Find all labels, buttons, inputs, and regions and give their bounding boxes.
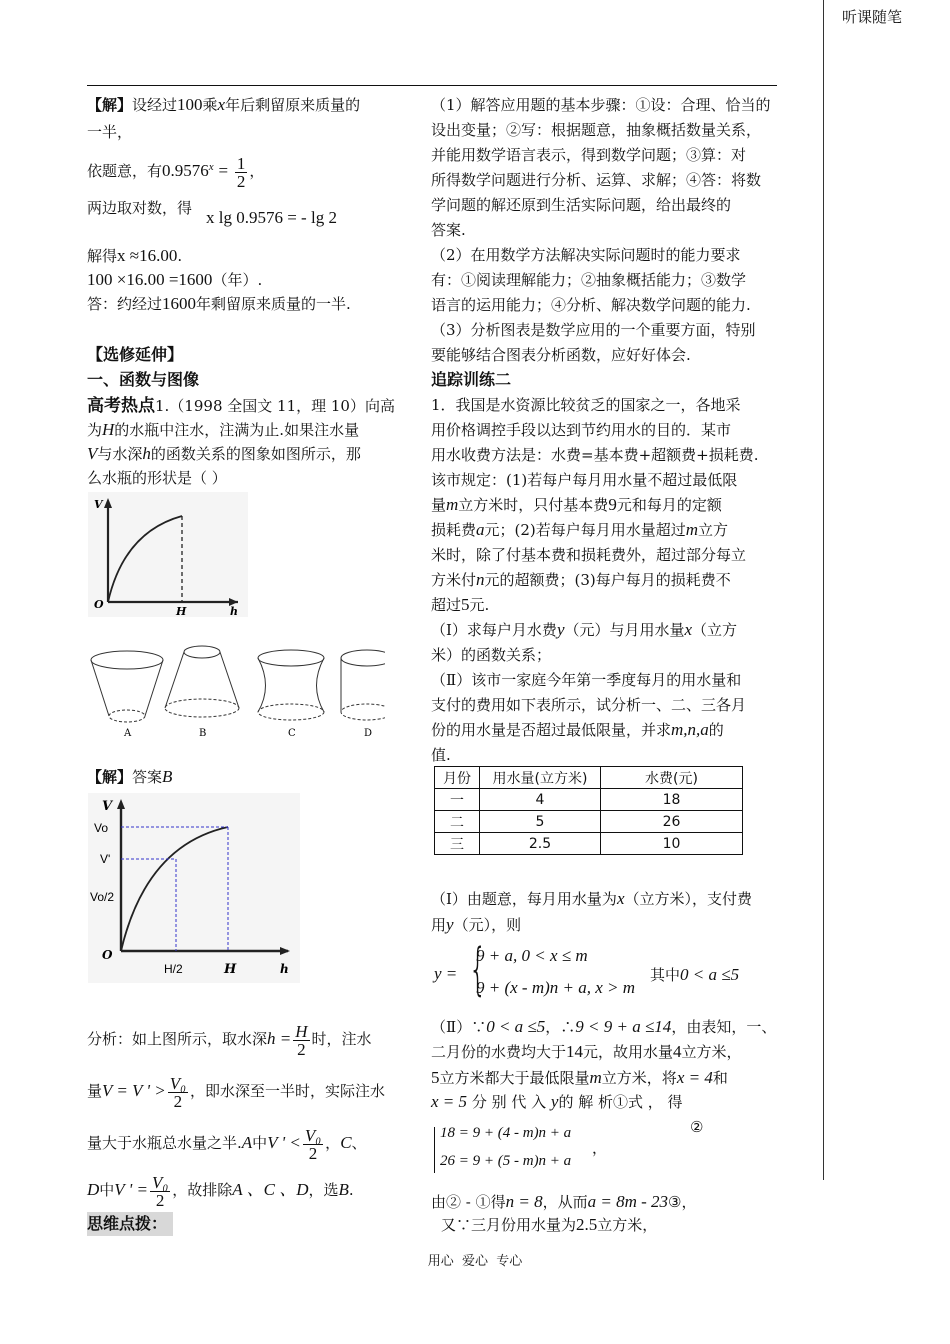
table-header: 月份 — [435, 767, 480, 789]
bottle-D — [341, 650, 385, 720]
solution2-line-8: 由② - ①得n = 8，从而a = 8m - 23③， — [431, 1192, 697, 1211]
piecewise-function: y = { 9 + a, 0 < x ≤ m 9 + (x - m)n + a, x > m 其中0 < a ≤5 — [434, 937, 740, 1002]
note-line-3: 并能用数学语言表示，得到数学问题；③算：对 — [431, 146, 747, 164]
table-row — [435, 811, 743, 833]
table-cell: 4 — [480, 789, 601, 811]
solution2-line-1: （Ⅰ）由题意，每月用水量为x（立方米），支付费 — [431, 889, 752, 908]
table-header: 用水量(立方米) — [480, 767, 601, 789]
bottle-options — [85, 640, 385, 745]
question-line-2: 为H的水瓶中注水，注满为止.如果注水量 — [87, 420, 360, 439]
solution-line-3: 依题意，有0.9576$^x$ = $\frac{1}{2}$ ， — [87, 153, 265, 191]
solution-line-2: 一半， — [87, 123, 133, 141]
analysis-line-3: 量大于水瓶总水量之半.A中V ' < $\frac{\text{V₀}}{2}$ ，C、 — [87, 1125, 367, 1163]
fraction-half: $\frac{1}{2}$ — [236, 153, 246, 191]
note-line-11: 要能够结合图表分析函数，应好好体会. — [431, 346, 691, 364]
question-line-3: V与水深h的函数关系的图象如图所示，那 — [87, 444, 361, 463]
note-line-8: 有：①阅读理解能力；②抽象概括能力；③数学 — [431, 271, 747, 289]
table-row — [435, 789, 743, 811]
problem-line-5: 量m立方米时，只付基本费9元和每月的定额 — [431, 495, 722, 514]
header-rule — [87, 85, 777, 86]
graph1-v-label: V — [94, 498, 103, 511]
bottle-A — [91, 651, 163, 722]
log-equation: x lg 0.9576 = - lg 2 — [206, 208, 337, 227]
note-line-6: 答案. — [431, 221, 466, 239]
solution2-line-3: （Ⅱ）∵0 < a ≤5，∴9 < 9 + a ≤14，由表知，一、 — [431, 1017, 777, 1036]
problem-line-2: 用价格调控手段以达到节约用水的目的．某市 — [431, 421, 732, 439]
system-brace — [434, 1127, 438, 1173]
solution2-line-9: 又∵三月份用水量为2.5立方米， — [441, 1215, 658, 1234]
note-line-4: 所得数学问题进行分析、运算、求解；④答：将数 — [431, 171, 762, 189]
subsection-title: 一、函数与图像 — [87, 370, 200, 389]
problem-line-8: 方米付n元的超额费；(3)每户每月的损耗费不 — [431, 570, 731, 589]
solution2-line-5: 5立方米都大于最低限量m立方米，将x = 4和 — [431, 1068, 728, 1087]
note-line-9: 语言的运用能力；④分析、解决数学问题的能力. — [431, 296, 751, 314]
analysis-line-1: 分析：如上图所示，取水深h = $\frac{H}{2}$ 时，注水 — [87, 1021, 372, 1059]
note-line-10: （3）分析图表是数学应用的一个重要方面，特别 — [431, 321, 756, 339]
solution-line-5: 解得x ≈16.00. — [87, 246, 183, 265]
problem-line-11: 米）的函数关系； — [431, 646, 552, 664]
bottle-A-label: A — [124, 728, 132, 739]
circle-two-marker: ② — [690, 1118, 704, 1136]
water-fee-table — [434, 766, 743, 855]
note-line-5: 学问题的解还原到生活实际问题，给出最终的 — [431, 196, 732, 214]
problem-line-12: （Ⅱ）该市一家庭今年第一季度每月的用水量和 — [431, 671, 742, 689]
problem-line-7: 米时，除了付基本费和损耗费外，超过部分每立 — [431, 546, 747, 564]
table-cell: 10 — [601, 833, 743, 855]
problem-line-14: 份的用水量是否超过最低限量，并求m,n,a的 — [431, 720, 724, 739]
left-brace: { — [468, 937, 487, 1002]
table-cell: 二 — [435, 811, 480, 833]
table-row — [435, 833, 743, 855]
section-title: 【选修延伸】 — [87, 345, 184, 364]
problem-line-1: 1．我国是水资源比较贫乏的国家之一，各地采 — [431, 396, 741, 414]
bottle-B — [165, 646, 239, 717]
problem-line-3: 用水收费方法是：水费=基本费+超额费+损耗费. — [431, 446, 759, 464]
graph1-h-label: h — [230, 605, 238, 617]
solution2-line-4: 二月份的水费均大于14元，故用水量4立方米， — [431, 1042, 742, 1061]
table-header-row — [435, 767, 743, 789]
problem-line-9: 超过5元. — [431, 595, 490, 614]
problem-line-13: 支付的费用如下表所示，试分析一、二、三各月 — [431, 696, 747, 714]
tracking-title: 追踪训练二 — [431, 370, 512, 389]
analysis-line-4: D中V ' = $\frac{\text{V₀}}{2}$ ，故排除A 、C 、D，选B. — [87, 1172, 354, 1210]
margin-rule — [823, 0, 824, 1180]
table-header: 水费(元) — [601, 767, 743, 789]
solution2-line-2: 用y（元），则 — [431, 915, 522, 934]
analysis-line-2: 量V = V ' > $\frac{\text{V₀}}{2}$ ，即水深至一半时，实际注水 — [87, 1073, 386, 1111]
bottle-B-label: B — [199, 728, 207, 739]
table-cell: 26 — [601, 811, 743, 833]
page-footer: 用心 爱心 专心 — [427, 1254, 523, 1269]
answer-line: 【解】答案B — [87, 767, 173, 786]
solution-line-7: 答：约经过1600年剩留原来质量的一半. — [87, 294, 351, 313]
question-line-1: 高考热点1.（1998 全国文 11，理 10）向高 — [87, 396, 395, 416]
bottle-D-label: D — [364, 728, 373, 739]
graph2-h-label: h — [280, 962, 289, 976]
graph2-H-label: H — [224, 962, 237, 977]
solution2-line-6: x = 5 分 别 代 入 y的 解 析①式 ， 得 — [431, 1092, 683, 1111]
equation-system: 18 = 9 + (4 - m)n + a 26 = 9 + (5 - m)n + a ， — [434, 1125, 734, 1177]
table-cell: 18 — [601, 789, 743, 811]
note-line-1: （1）解答应用题的基本步骤：①设：合理、恰当的 — [431, 96, 771, 114]
problem-line-4: 该市规定：(1)若每户每月用水量不超过最低限 — [431, 471, 738, 489]
table-cell: 2.5 — [480, 833, 601, 855]
problem-line-15: 值. — [431, 746, 451, 764]
margin-note: 听课随笔 — [842, 8, 903, 26]
thinking-tips: 思维点拨： — [87, 1212, 173, 1236]
graph2-vo-label: Vo — [94, 821, 109, 835]
bottle-C — [258, 650, 324, 720]
table-cell: 一 — [435, 789, 480, 811]
solution-line-1: 【解】设经过100乘x年后剩留原来质量的 — [87, 95, 361, 114]
graph1-H-label: H — [176, 605, 187, 617]
graph1-origin-label: O — [94, 598, 104, 611]
problem-line-10: （Ⅰ）求每户月水费y（元）与月用水量x（立方 — [431, 620, 738, 639]
note-line-2: 设出变量；②写：根据题意，抽象概括数量关系， — [431, 121, 762, 139]
graph-background — [88, 492, 248, 617]
graph2-half-h-label: H/2 — [164, 962, 183, 976]
solution-line-6: 100 ×16.00 =1600（年）. — [87, 270, 263, 289]
analysis-graph — [88, 793, 300, 983]
bottle-C-label: C — [288, 728, 296, 739]
graph2-vo2-label: Vo/2 — [90, 890, 115, 904]
graph2-v-label: V — [102, 799, 113, 814]
question-line-4: 么水瓶的形状是（ ） — [87, 469, 227, 487]
solution-line-4: 两边取对数，得 — [87, 199, 193, 217]
graph2-vprime-label: V' — [100, 852, 111, 866]
table-cell: 5 — [480, 811, 601, 833]
graph2-origin-label: O — [102, 948, 113, 962]
volume-depth-graph — [88, 492, 248, 617]
table-cell: 三 — [435, 833, 480, 855]
note-line-7: （2）在用数学方法解决实际问题时的能力要求 — [431, 246, 741, 264]
problem-line-6: 损耗费a元；(2)若每户每月用水量超过m立方 — [431, 520, 729, 539]
